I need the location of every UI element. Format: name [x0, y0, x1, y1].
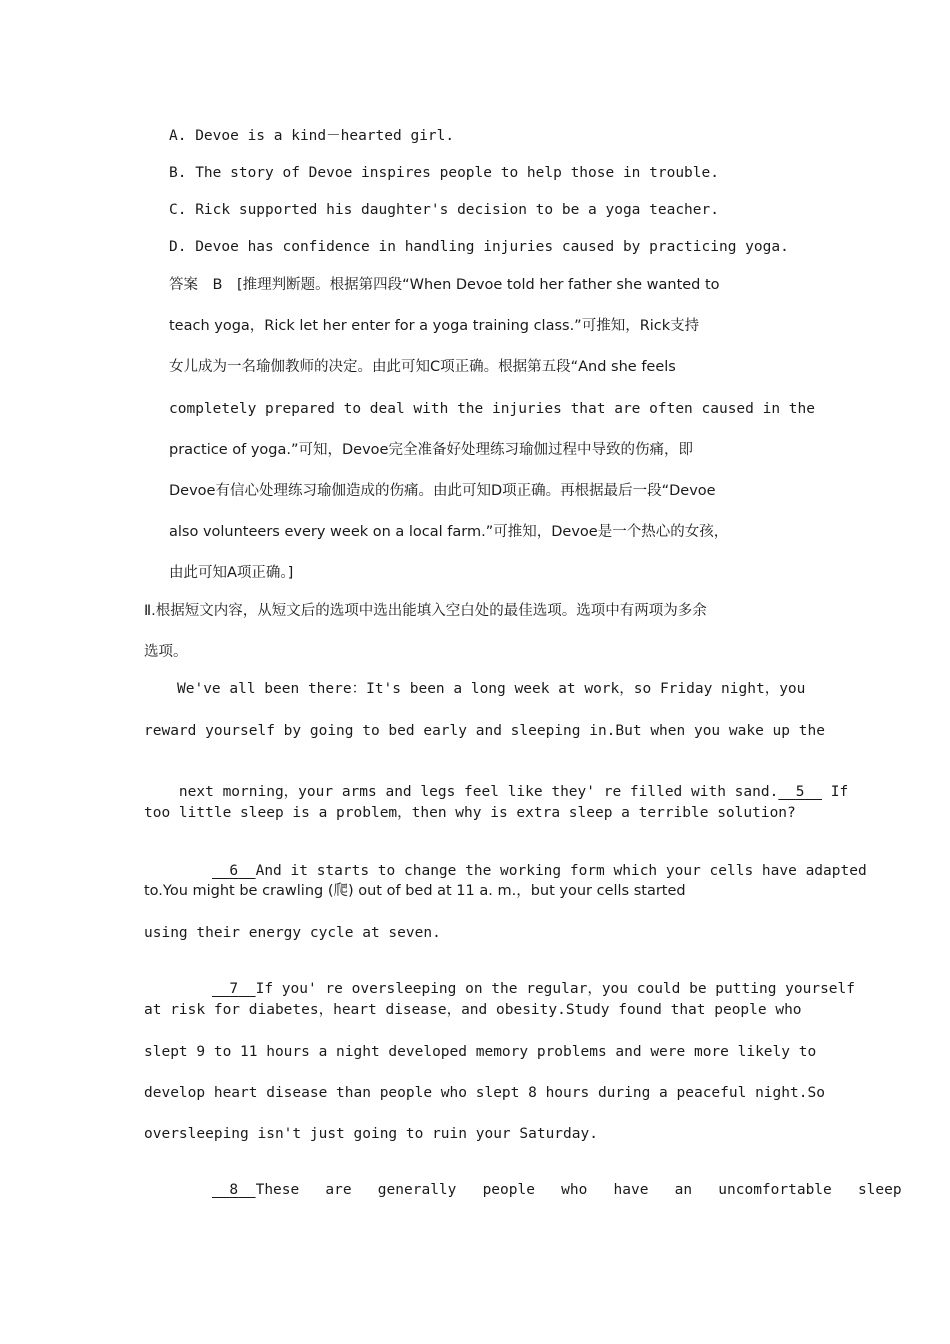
option-a: A. Devoe is a kind－hearted girl. [169, 128, 455, 144]
option-c: C. Rick supported his daughter's decision to be a yoga teacher. [169, 202, 719, 218]
blank-5: 5 [795, 784, 805, 800]
answer-line: completely prepared to deal with the injuries that are often caused in the [169, 401, 816, 417]
passage-line [177, 1160, 902, 1220]
passage-line: at risk for diabetes，heart disease，and obesity.Study found that people who [144, 1002, 802, 1018]
answer-line: Devoe有信心处理练习瑜伽造成的伤痛。由此可知D项正确。再根据最后一段“Devoe [169, 483, 716, 499]
option-d: D. Devoe has confidence in handling injuries caused by practicing yoga. [169, 239, 789, 255]
passage-line: using their energy cycle at seven. [144, 925, 441, 941]
blank-6: 6 [229, 863, 239, 879]
passage-line: to.You might be crawling (爬) out of bed at 11 a. m.，but your cells started [144, 883, 686, 899]
section-heading: 选项。 [144, 644, 188, 660]
passage-line: We've all been there：It's been a long week at work，so Friday night，you [177, 681, 806, 697]
passage-text: And it starts to change the working form which your cells have adapted [255, 863, 867, 879]
blank-8: 8 [229, 1182, 239, 1198]
option-b: B. The story of Devoe inspires people to help those in trouble. [169, 165, 719, 181]
passage-line: reward yourself by going to bed early and sleeping in.But when you wake up the [144, 723, 825, 739]
passage-text: next morning，your arms and legs feel like they' re filled with sand. [178, 784, 779, 800]
answer-line: 女儿成为一名瑜伽教师的决定。由此可知C项正确。根据第五段“And she feels [169, 359, 676, 375]
passage-text: These are generally people who have an uncomfortable sleep [255, 1182, 902, 1198]
passage-line: slept 9 to 11 hours a night developed memory problems and were more likely to [144, 1044, 817, 1060]
blank-7: 7 [229, 981, 239, 997]
passage-text: If [830, 784, 849, 800]
answer-line: 由此可知A项正确。] [169, 565, 294, 581]
passage-text: If you' re oversleeping on the regular，you could be putting yourself [255, 981, 855, 997]
passage-line: develop heart disease than people who slept 8 hours during a peaceful night.So [144, 1085, 825, 1101]
answer-line: teach yoga，Rick let her enter for a yoga training class.”可推知，Rick支持 [169, 318, 700, 334]
answer-line: practice of yoga.”可知，Devoe完全准备好处理练习瑜伽过程中导致的伤痛，即 [169, 442, 693, 458]
passage-line: too little sleep is a problem，then why is extra sleep a terrible solution? [144, 805, 796, 821]
section-heading: Ⅱ.根据短文内容，从短文后的选项中选出能填入空白处的最佳选项。选项中有两项为多余 [144, 603, 707, 619]
answer-line: 答案 B [推理判断题。根据第四段“When Devoe told her father she wanted to [169, 277, 720, 293]
passage-line: oversleeping isn't just going to ruin your Saturday. [144, 1126, 598, 1142]
answer-line: also volunteers every week on a local farm.”可推知，Devoe是一个热心的女孩， [169, 524, 729, 540]
